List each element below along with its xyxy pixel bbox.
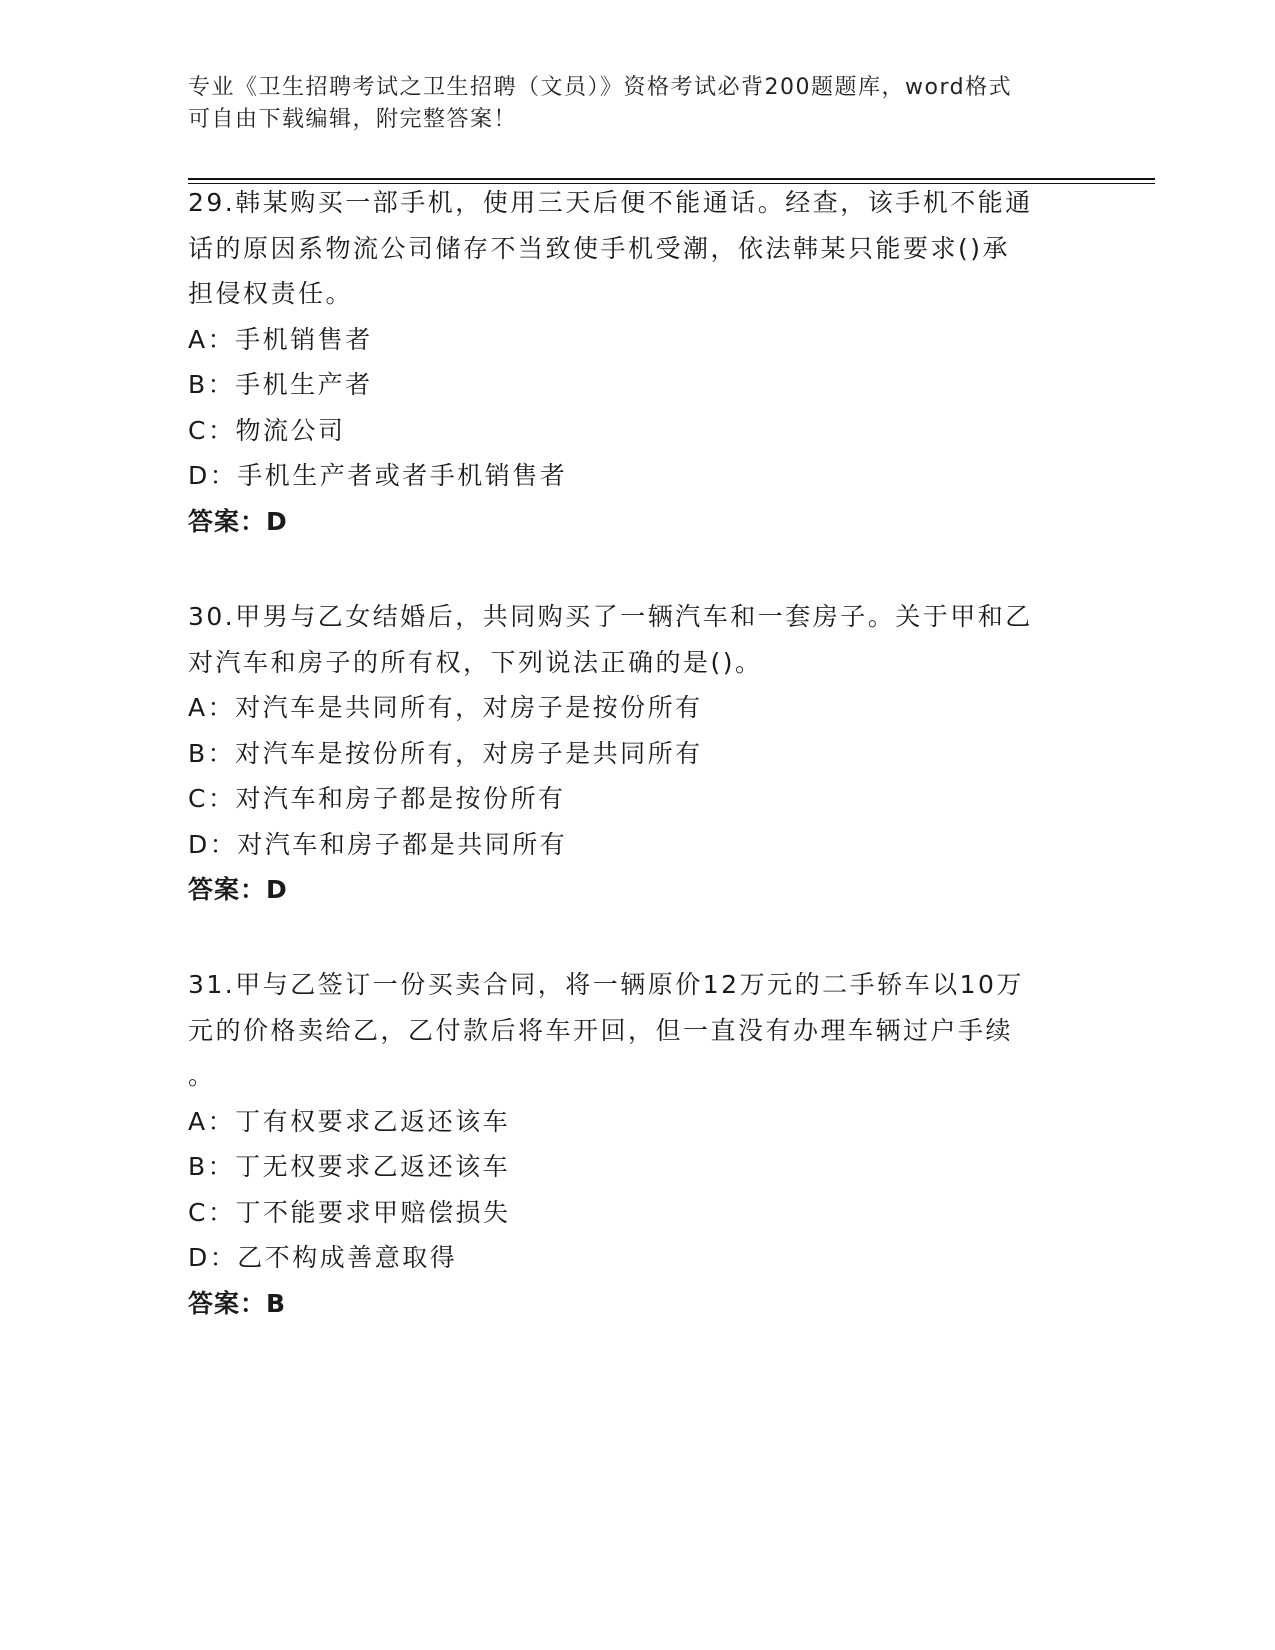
- header-line-1: 专业《卫生招聘考试之卫生招聘（文员）》资格考试必背200题题库，word格式: [188, 75, 1013, 100]
- question-text-line: 31.甲与乙签订一份买卖合同，将一辆原价12万元的二手轿车以10万: [188, 970, 1024, 999]
- option-c: C：丁不能要求甲赔偿损失: [188, 1197, 511, 1227]
- option-a: A：对汽车是共同所有，对房子是按份所有: [188, 693, 703, 722]
- question-text-line: 30.甲男与乙女结婚后，共同购买了一辆汽车和一套房子。关于甲和乙: [188, 602, 1033, 631]
- option-a: A：丁有权要求乙返还该车: [188, 1106, 511, 1136]
- answer-label: 答案：D: [188, 506, 288, 536]
- option-b: B：对汽车是按份所有，对房子是共同所有: [188, 738, 703, 768]
- question-text-line: 元的价格卖给乙，乙付款后将车开回，但一直没有办理车辆过户手续: [188, 1015, 1014, 1045]
- option-b: B：丁无权要求乙返还该车: [188, 1152, 511, 1181]
- option-d: D：手机生产者或者手机销售者: [188, 461, 568, 490]
- option-c: C：对汽车和房子都是按份所有: [188, 784, 566, 813]
- question-29: [188, 180, 1088, 544]
- question-text-line: 对汽车和房子的所有权，下列说法正确的是()。: [188, 647, 763, 677]
- option-a: A：手机销售者: [188, 324, 373, 354]
- question-31: [188, 962, 1088, 1326]
- option-c: C：物流公司: [188, 415, 346, 445]
- document-header: [188, 72, 1068, 136]
- question-text-line: 。: [188, 1061, 216, 1090]
- option-d: D：乙不构成善意取得: [188, 1243, 458, 1272]
- answer-label: 答案：D: [188, 875, 288, 904]
- question-text-line: 担侵权责任。: [188, 279, 354, 308]
- option-d: D：对汽车和房子都是共同所有: [188, 829, 568, 859]
- question-text-line: 29.韩某购买一部手机，使用三天后便不能通话。经查，该手机不能通: [188, 188, 1033, 217]
- question-text-line: 话的原因系物流公司储存不当致使手机受潮，依法韩某只能要求()承: [188, 233, 1011, 263]
- option-b: B：手机生产者: [188, 370, 373, 399]
- question-30: [188, 594, 1088, 913]
- header-line-2: 可自由下载编辑，附完整答案！: [188, 107, 518, 132]
- answer-label: 答案：B: [188, 1288, 287, 1318]
